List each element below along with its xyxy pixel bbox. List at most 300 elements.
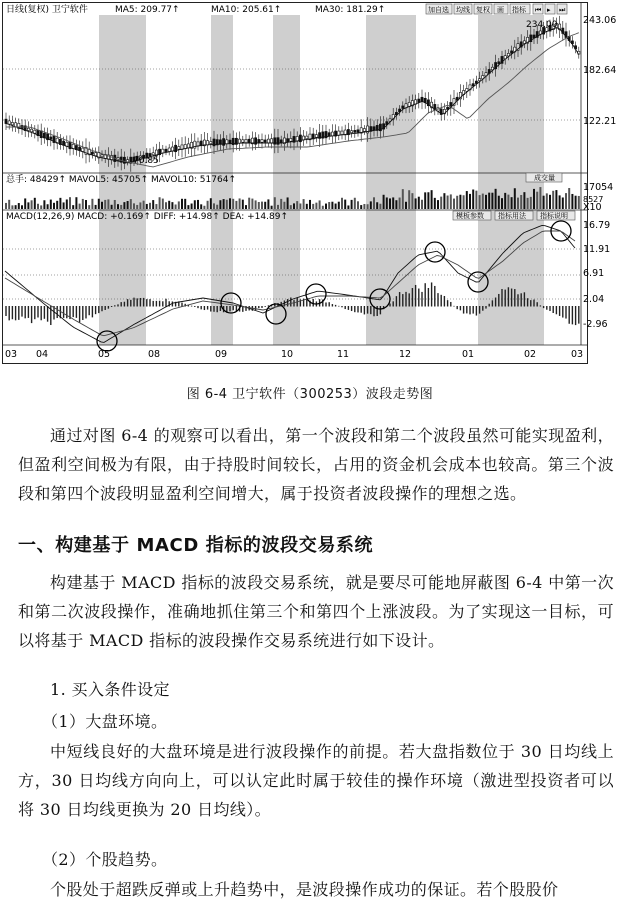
volume-bar bbox=[437, 200, 439, 209]
candle-body bbox=[261, 140, 263, 143]
volume-bar bbox=[255, 200, 257, 209]
volume-bar bbox=[104, 200, 106, 209]
macd-bar bbox=[287, 299, 288, 306]
macd-bar bbox=[130, 300, 131, 307]
month-label: 03 bbox=[571, 349, 584, 360]
volume-bar bbox=[453, 199, 455, 209]
paragraph-system: 构建基于 MACD 指标的波段交易系统，就是要尽可能地屏蔽图 6-4 中第一次和第二次波段操作，准确地抓住第三个和第四个上涨波段。为了实现这一目标，可以将基于 MACD 指标的波段操作交易系统进行如下设计。 bbox=[18, 573, 614, 650]
macd-bar bbox=[9, 306, 10, 320]
candle-body bbox=[226, 140, 228, 144]
volume-bar bbox=[283, 202, 285, 209]
volume-bar bbox=[11, 205, 13, 209]
volume-bar bbox=[319, 200, 321, 209]
macd-tick-11: 11.91 bbox=[583, 244, 611, 255]
macd-bar bbox=[57, 306, 58, 318]
volume-bar bbox=[543, 196, 545, 209]
macd-bar bbox=[428, 288, 429, 307]
macd-bar bbox=[290, 297, 291, 306]
volume-bar bbox=[424, 192, 426, 209]
volume-bar bbox=[267, 199, 269, 209]
macd-bar bbox=[425, 283, 426, 306]
volume-bar bbox=[405, 202, 407, 209]
volume-bar bbox=[191, 204, 193, 209]
volume-bar bbox=[53, 203, 55, 209]
macd-bar bbox=[204, 306, 205, 310]
ma5-readout: MA5: 209.77↑ bbox=[115, 5, 180, 15]
macd-bar bbox=[325, 302, 326, 306]
buy-condition-heading: 1. 买入条件设定 bbox=[50, 680, 170, 699]
macd-bar bbox=[313, 299, 314, 307]
indicator-usage-label: 指标用法 bbox=[498, 212, 526, 220]
volume-bar bbox=[415, 198, 417, 209]
macd-bar bbox=[114, 305, 115, 306]
macd-bar bbox=[569, 306, 570, 324]
macd-bar bbox=[44, 306, 45, 319]
volume-bar bbox=[232, 199, 234, 209]
macd-bar bbox=[463, 306, 464, 314]
volume-bar bbox=[523, 192, 525, 209]
volume-bar bbox=[335, 204, 337, 209]
volume-bar bbox=[187, 205, 189, 209]
volume-bar bbox=[555, 190, 557, 209]
macd-bar bbox=[565, 306, 566, 319]
macd-bar bbox=[575, 306, 576, 325]
ma10-readout: MA10: 205.61↑ bbox=[211, 5, 282, 15]
volume-bar bbox=[152, 200, 154, 209]
macd-bar bbox=[405, 292, 406, 307]
macd-bar bbox=[140, 298, 141, 307]
volume-bar bbox=[168, 201, 170, 209]
price-tick-243: 243.06 bbox=[583, 15, 617, 26]
candle-body bbox=[239, 139, 241, 143]
volume-bar bbox=[549, 195, 551, 209]
candle-body bbox=[50, 137, 52, 139]
macd-bar bbox=[85, 306, 86, 318]
macd-bar bbox=[105, 306, 106, 310]
volume-bar bbox=[184, 199, 186, 209]
template-params-label: 模板参数 bbox=[456, 212, 484, 220]
volume-bar bbox=[373, 197, 375, 209]
macd-bar bbox=[220, 306, 221, 311]
volume-bar bbox=[357, 201, 359, 209]
macd-bar bbox=[357, 306, 358, 312]
macd-bar bbox=[562, 306, 563, 318]
macd-tick-6: 6.91 bbox=[583, 268, 605, 279]
macd-bar bbox=[393, 301, 394, 306]
volume-bar bbox=[312, 204, 314, 209]
volume-bar bbox=[245, 205, 247, 209]
volume-bar bbox=[363, 204, 365, 209]
macd-bar bbox=[332, 304, 333, 306]
volume-bar bbox=[213, 203, 215, 209]
ma30-readout: MA30: 181.29↑ bbox=[315, 5, 386, 15]
volume-bar bbox=[296, 201, 298, 209]
macd-bar bbox=[79, 306, 80, 322]
volume-bar bbox=[98, 199, 100, 209]
candle-body bbox=[165, 149, 167, 151]
month-axis bbox=[5, 349, 583, 360]
volume-bar bbox=[43, 200, 45, 209]
chart-canvas bbox=[3, 3, 617, 363]
macd-bar bbox=[492, 300, 493, 306]
volume-bar bbox=[239, 198, 241, 209]
macd-bar bbox=[229, 306, 230, 311]
nav-first-icon: ⏮ bbox=[535, 6, 542, 14]
month-label: 10 bbox=[281, 349, 294, 360]
macd-bar bbox=[479, 306, 480, 314]
chart-title: 日线(复权) 卫宁软件 bbox=[6, 5, 88, 15]
macd-bar bbox=[213, 306, 214, 312]
volume-bar bbox=[376, 202, 378, 209]
volume-bar bbox=[495, 189, 497, 209]
volume-bar bbox=[123, 202, 125, 209]
volume-bar bbox=[354, 198, 356, 209]
macd-bar bbox=[108, 306, 109, 309]
candle-body bbox=[152, 153, 154, 155]
macd-bar bbox=[508, 287, 509, 306]
volume-bar bbox=[347, 205, 349, 209]
volume-bar bbox=[338, 202, 340, 209]
volume-bar bbox=[440, 197, 442, 209]
volume-bar bbox=[565, 193, 567, 209]
macd-bar bbox=[338, 306, 339, 307]
volume-bar bbox=[40, 205, 42, 209]
volume-bar bbox=[95, 205, 97, 209]
volume-bar bbox=[69, 197, 71, 209]
adjust-button-label: 复权 bbox=[476, 6, 490, 14]
candle-body bbox=[245, 139, 247, 142]
volume-bar bbox=[517, 198, 519, 209]
volume-bar bbox=[411, 193, 413, 209]
candle-body bbox=[523, 41, 525, 44]
macd-bar bbox=[482, 306, 483, 311]
macd-bar bbox=[47, 306, 48, 322]
macd-bar bbox=[409, 293, 410, 306]
macd-bar bbox=[537, 302, 538, 306]
macd-bar bbox=[191, 306, 192, 307]
macd-bar bbox=[124, 302, 125, 307]
macd-bar bbox=[34, 306, 35, 319]
macd-bar bbox=[41, 306, 42, 320]
volume-bar bbox=[434, 198, 436, 209]
volume-bar bbox=[111, 205, 113, 209]
macd-bar bbox=[153, 301, 154, 307]
macd-bar bbox=[261, 306, 262, 308]
macd-bar bbox=[146, 299, 147, 306]
candle-body bbox=[8, 121, 10, 124]
candle-body bbox=[287, 139, 289, 142]
volume-bar bbox=[21, 205, 23, 209]
macd-tick-neg2: -2.96 bbox=[583, 319, 608, 330]
band-3 bbox=[273, 15, 300, 345]
candle-body bbox=[351, 131, 353, 133]
month-label: 01 bbox=[462, 349, 475, 360]
candle-body bbox=[82, 148, 84, 151]
chart-toolbar bbox=[426, 4, 567, 14]
macd-bar bbox=[441, 295, 442, 307]
volume-bar bbox=[56, 201, 58, 209]
volume-bar bbox=[216, 205, 218, 209]
volume-bar bbox=[575, 196, 577, 209]
month-label: 02 bbox=[524, 349, 537, 360]
macd-bar bbox=[89, 306, 90, 315]
macd-bar bbox=[431, 282, 432, 306]
volume-bar bbox=[91, 199, 93, 209]
volume-bar bbox=[287, 197, 289, 209]
macd-bar bbox=[217, 306, 218, 312]
volume-bar bbox=[50, 200, 52, 209]
volume-tick-max: 17054 bbox=[583, 182, 614, 193]
macd-bar bbox=[345, 306, 346, 309]
volume-bar bbox=[223, 199, 225, 209]
macd-bar bbox=[505, 290, 506, 307]
macd-bar bbox=[265, 306, 266, 307]
candle-body bbox=[363, 129, 365, 132]
macd-bar bbox=[412, 288, 413, 306]
volume-bar bbox=[485, 195, 487, 209]
volume-bar bbox=[571, 194, 573, 209]
volume-bar bbox=[463, 195, 465, 209]
candle-body bbox=[95, 153, 97, 156]
volume-bar bbox=[117, 204, 119, 209]
candle-body bbox=[290, 138, 292, 141]
volume-bar bbox=[107, 199, 109, 209]
month-label: 12 bbox=[399, 349, 412, 360]
volume-bar bbox=[539, 187, 541, 209]
macd-bar bbox=[578, 306, 579, 324]
paragraph-market: 中短线良好的大盘环境是进行波段操作的前提。若大盘指数位于 30 日均线上方，30 日均线方向向上，可以认定此时属于较佳的操作环境（激进型投资者可以将 30 日均线更换为 20 日均线）。 bbox=[18, 742, 614, 819]
macd-bar bbox=[489, 304, 490, 307]
volume-bar bbox=[450, 194, 452, 209]
candle-body bbox=[264, 140, 266, 142]
macd-bar bbox=[521, 293, 522, 306]
candle-body bbox=[11, 122, 13, 124]
macd-bar bbox=[149, 299, 150, 306]
volume-bar bbox=[242, 200, 244, 209]
volume-bar bbox=[399, 198, 401, 209]
volume-bar bbox=[264, 202, 266, 209]
macd-bar bbox=[450, 302, 451, 307]
macd-bar bbox=[514, 289, 515, 306]
candle-body bbox=[242, 140, 244, 142]
volume-bar bbox=[443, 193, 445, 209]
candle-body bbox=[418, 99, 420, 102]
volume-bar bbox=[479, 195, 481, 209]
macd-bar bbox=[402, 294, 403, 306]
figure-caption: 图 6-4 卫宁软件（300253）波段走势图 bbox=[186, 387, 434, 402]
volume-bar bbox=[389, 198, 391, 209]
volume-bar bbox=[491, 193, 493, 209]
volume-bar bbox=[501, 198, 503, 209]
month-label: 08 bbox=[148, 349, 161, 360]
candle-body bbox=[331, 132, 333, 136]
candle-body bbox=[533, 35, 535, 38]
candle-body bbox=[373, 127, 375, 131]
macd-bar bbox=[127, 299, 128, 306]
volume-bar bbox=[418, 197, 420, 209]
macd-bar bbox=[437, 293, 438, 306]
macd-bar bbox=[25, 306, 26, 318]
volume-bar bbox=[360, 205, 362, 209]
candle-body bbox=[357, 130, 359, 132]
macd-bar bbox=[194, 306, 195, 307]
volume-bar bbox=[466, 191, 468, 209]
macd-bar bbox=[258, 306, 259, 308]
volume-bar bbox=[207, 201, 209, 209]
candle-body bbox=[248, 139, 250, 143]
volume-bar bbox=[114, 200, 116, 209]
macd-bar bbox=[156, 301, 157, 307]
volume-bar bbox=[331, 202, 333, 209]
macd-bar bbox=[549, 306, 550, 311]
candle-body bbox=[34, 130, 36, 133]
candle-body bbox=[479, 79, 481, 81]
macd-tick-2: 2.04 bbox=[583, 294, 605, 305]
macd-bar bbox=[546, 306, 547, 310]
stock-chart bbox=[2, 2, 617, 364]
volume-bar bbox=[514, 188, 516, 209]
indicator-button-label: 指标 bbox=[512, 6, 526, 14]
macd-bar bbox=[457, 306, 458, 309]
candle-body bbox=[5, 119, 7, 123]
add-watchlist-label: 加自选 bbox=[428, 6, 449, 14]
macd-bar bbox=[415, 285, 416, 307]
volume-bar bbox=[527, 198, 529, 209]
macd-bar bbox=[101, 306, 102, 311]
volume-bar bbox=[159, 197, 161, 209]
volume-bar bbox=[277, 205, 279, 209]
macd-bar bbox=[28, 306, 29, 318]
volume-bar bbox=[293, 203, 295, 209]
macd-bar bbox=[524, 292, 525, 306]
volume-bar bbox=[386, 197, 388, 209]
macd-bar bbox=[255, 306, 256, 310]
month-label: 04 bbox=[36, 349, 49, 360]
volume-bar bbox=[101, 202, 103, 209]
volume-bar bbox=[504, 193, 506, 209]
macd-bar bbox=[354, 306, 355, 312]
macd-bar bbox=[341, 306, 342, 307]
volume-bar bbox=[271, 206, 273, 209]
volume-bar bbox=[59, 198, 61, 209]
volume-bar bbox=[66, 199, 68, 209]
volume-bar bbox=[200, 204, 202, 209]
macd-bar bbox=[434, 286, 435, 307]
macd-bar bbox=[31, 306, 32, 323]
volume-selector-label: 成交量 bbox=[534, 174, 555, 182]
macd-bar bbox=[348, 306, 349, 310]
macd-bar bbox=[460, 306, 461, 310]
low-annotation: 70.85 bbox=[133, 156, 159, 166]
volume-bar bbox=[322, 206, 324, 209]
market-environment-heading: （1）大盘环境。 bbox=[42, 712, 168, 731]
macd-bar bbox=[82, 306, 83, 320]
macd-bar bbox=[5, 306, 6, 316]
volume-bar bbox=[165, 202, 167, 209]
volume-bar bbox=[456, 196, 458, 209]
indicator-help-label: 指标说明 bbox=[540, 212, 568, 220]
volume-bar bbox=[367, 204, 369, 209]
macd-bar bbox=[485, 306, 486, 309]
volume-bar bbox=[511, 197, 513, 209]
volume-bar bbox=[402, 189, 404, 209]
volume-bar bbox=[75, 197, 77, 209]
volume-bar bbox=[431, 190, 433, 209]
macd-bar bbox=[495, 298, 496, 307]
paragraph-stock: 个股处于超跌反弹或上升趋势中，是波段操作成功的保证。若个股股价 bbox=[50, 880, 559, 899]
macd-bar bbox=[511, 289, 512, 307]
macd-bar bbox=[421, 292, 422, 307]
volume-bar bbox=[290, 205, 292, 209]
volume-bar bbox=[562, 197, 564, 209]
volume-bar bbox=[520, 195, 522, 209]
volume-bar bbox=[530, 197, 532, 209]
candle-body bbox=[315, 135, 317, 138]
section-heading: 一、构建基于 MACD 指标的波段交易系统 bbox=[18, 535, 374, 556]
high-annotation: 234.00 bbox=[526, 20, 558, 30]
macd-bar bbox=[553, 306, 554, 313]
macd-bar bbox=[143, 298, 144, 307]
volume-bar bbox=[568, 188, 570, 209]
month-label: 11 bbox=[337, 349, 350, 360]
macd-bar bbox=[447, 300, 448, 306]
volume-bar bbox=[421, 200, 423, 209]
candle-body bbox=[402, 106, 404, 109]
macd-bar bbox=[117, 304, 118, 306]
macd-header: MACD(12,26,9) MACD: +0.169↑ DIFF: +14.98↑ DEA: +14.89↑ bbox=[6, 212, 288, 222]
volume-bar bbox=[31, 200, 33, 209]
macd-bar bbox=[76, 306, 77, 318]
volume-bar bbox=[226, 200, 228, 209]
macd-bar bbox=[137, 298, 138, 306]
volume-bar bbox=[127, 201, 129, 209]
volume-tick-mid: 8527 bbox=[583, 195, 604, 204]
volume-bar bbox=[203, 206, 205, 209]
volume-bar bbox=[536, 192, 538, 209]
macd-bar bbox=[210, 306, 211, 312]
macd-bar bbox=[364, 306, 365, 314]
volume-bar bbox=[47, 204, 49, 209]
macd-bar bbox=[236, 306, 237, 311]
macd-bar bbox=[498, 294, 499, 307]
volume-bar bbox=[258, 202, 260, 209]
volume-bar bbox=[34, 198, 36, 209]
macd-bar bbox=[389, 304, 390, 307]
ma-button-label: 均线 bbox=[456, 6, 470, 14]
volume-bar bbox=[303, 199, 305, 209]
macd-bar bbox=[351, 306, 352, 311]
macd-bar bbox=[556, 306, 557, 314]
macd-bar bbox=[162, 301, 163, 306]
candle-body bbox=[354, 130, 356, 132]
volume-bar bbox=[171, 202, 173, 209]
candle-body bbox=[178, 147, 180, 150]
volume-bar bbox=[408, 190, 410, 209]
volume-bar bbox=[136, 205, 138, 209]
volume-bar bbox=[37, 204, 39, 209]
macd-bar bbox=[95, 306, 96, 314]
month-label: 09 bbox=[215, 349, 228, 360]
candle-body bbox=[31, 129, 33, 132]
macd-bar bbox=[207, 306, 208, 310]
volume-bar bbox=[328, 202, 330, 209]
macd-tick-16: 16.79 bbox=[583, 220, 611, 231]
candle-body bbox=[79, 147, 81, 150]
volume-bar bbox=[261, 202, 263, 209]
macd-bar bbox=[396, 296, 397, 306]
volume-bar bbox=[488, 193, 490, 209]
macd-bar bbox=[361, 306, 362, 313]
